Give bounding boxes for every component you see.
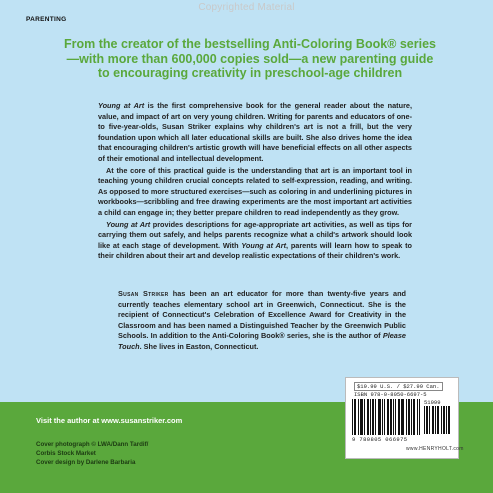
author-website: Visit the author at www.susanstriker.com (36, 416, 183, 425)
isbn-label: ISBN 978-0-8050-6697-5 (354, 391, 427, 398)
description-body (98, 101, 412, 262)
paragraph-1-text: is the first comprehensive book for the general reader about the nature, value, and impact of art on very young children. Writing for parents and educators of one- to five-year-olds, Susan Striker explains why children's art is not a frill, but the very foundation upon which all later educational skills are built. She also drives home the idea that encouraging children's artistic growth will have beneficial effects on all other aspects of their emotional and intellectual development. (98, 101, 412, 163)
credit-line: Cover design by Darlene Barbaria (36, 459, 136, 466)
barcode-addon: 51999 (424, 399, 441, 406)
author-name: Susan Striker (118, 289, 169, 298)
book-title-italic: Young at Art (241, 240, 287, 250)
other-book-title: Please Touch (118, 331, 406, 351)
cover-credits (36, 440, 148, 467)
book-title-italic: Young at Art (98, 101, 145, 110)
author-bio-text: has been an art educator for more than twenty-five years and currently teaches elementary school art in Greenwich, Connecticut. She is the recipient of Connecticut's Celebration of Excellence Award for Creativity in the Classroom and has been named a Distinguished Teacher by the Greenwich Public Schools. In addition to the Anti-Coloring Book® series, she is the author of (118, 289, 406, 341)
author-bio (118, 289, 406, 353)
description-paragraph-2: At the core of this practical guide is the understanding that art is an important tool in teaching young children crucial concepts related to self-expression, reading, and writing. As opposed to more structured exercises—such as coloring in and underlining pictures in workbooks—scribbling and free drawing experiments are the most important art activities a child can engage in; they better prepare children to read independently as they grow. (98, 165, 412, 217)
headline: From the creator of the bestselling Anti-Coloring Book® series—with more than 600,000 copies sold—a new parenting guide to encouraging creativity in preschool-age children (64, 37, 436, 80)
book-title-italic: Young at Art (106, 219, 151, 229)
description-paragraph-1 (98, 101, 412, 165)
watermark: Copyrighted Material (198, 2, 295, 13)
ean-number: 9 780805 066975 (352, 436, 408, 443)
paragraph-3-end: , parents will learn how to speak to their children about their art and develop realistic expectations of their children's work. (98, 240, 412, 261)
addon-bars-icon (424, 406, 450, 434)
category-label: PARENTING (26, 16, 67, 23)
barcode-panel (345, 377, 464, 459)
barcode-bars-icon (352, 399, 420, 435)
publisher-url: www.HENRYHOLT.com (406, 446, 464, 452)
paragraph-3-text: provides descriptions for age-appropriate art activities, as well as tips for carrying them out safely, and helps parents recognize what a child's artwork should look like at each stage of development. With (98, 219, 412, 250)
credit-line: Corbis Stock Market (36, 450, 96, 457)
author-bio-end: . She lives in Easton, Connecticut. (139, 341, 259, 351)
credit-line: Cover photograph © LWA/Dann Tardif/ (36, 441, 149, 448)
description-paragraph-3 (98, 220, 412, 262)
price-label: $19.99 U.S. / $27.99 Can. (354, 382, 443, 391)
